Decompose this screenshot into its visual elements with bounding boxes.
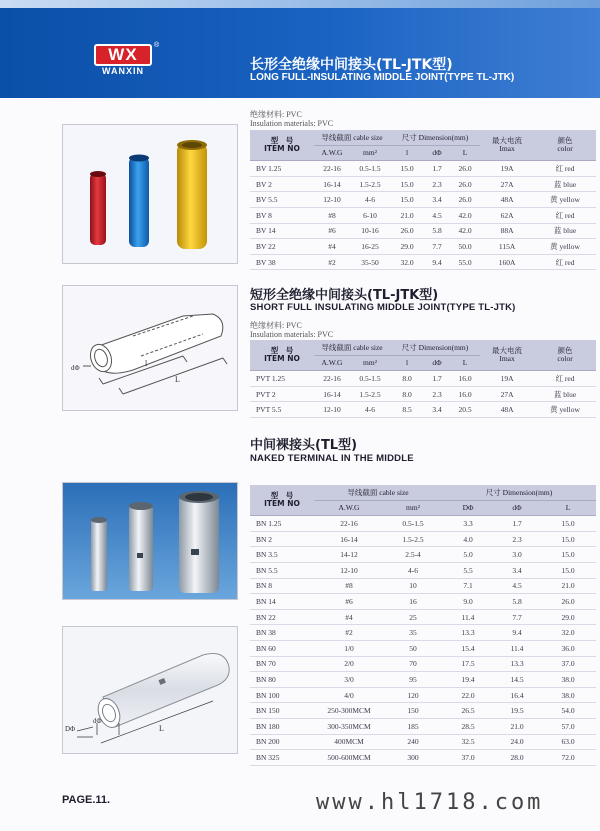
table-cell: #6 <box>314 223 350 239</box>
table-cell: 16 <box>384 594 442 610</box>
header-color: 颜色 color <box>534 130 596 161</box>
table-cell: 2.3 <box>494 531 540 547</box>
table-cell: 15.0 <box>540 516 596 532</box>
table-cell: 蓝 blue <box>534 176 596 192</box>
table-cell: BN 60 <box>250 640 314 656</box>
table-row <box>250 578 596 594</box>
header-awg: A.W.G <box>314 355 350 371</box>
table-cell: 1.7 <box>424 371 450 387</box>
table-cell: 1.7 <box>424 161 450 177</box>
table-row <box>250 672 596 688</box>
table-row <box>250 239 596 255</box>
table-cell: 88A <box>480 223 534 239</box>
table-cell: 15.4 <box>442 640 494 656</box>
table-cell: PVT 5.5 <box>250 402 314 418</box>
table-cell: 1/0 <box>314 640 384 656</box>
table-cell: 35-50 <box>350 254 390 270</box>
table-cell: #4 <box>314 239 350 255</box>
table-cell: 63.0 <box>540 734 596 750</box>
table-cell: 22-16 <box>314 161 350 177</box>
table-row <box>250 547 596 563</box>
table-cell: 0.5-1.5 <box>384 516 442 532</box>
diagram-label-L: L <box>175 375 180 384</box>
section3-title-en: NAKED TERMINAL IN THE MIDDLE <box>250 453 414 464</box>
table-row <box>250 718 596 734</box>
table-cell: BV 8 <box>250 207 314 223</box>
table-cell: 2.3 <box>424 176 450 192</box>
table-cell: 48A <box>480 192 534 208</box>
table-cell: 42.0 <box>450 223 480 239</box>
table-row <box>250 161 596 177</box>
table-cell: 300 <box>384 750 442 766</box>
table-cell: 14.5 <box>494 672 540 688</box>
table-cell: BV 14 <box>250 223 314 239</box>
section2-material-cn: 绝缘材料: PVC <box>250 321 302 330</box>
table-cell: #2 <box>314 625 384 641</box>
header-item: 型 号 ITEM NO <box>250 130 314 161</box>
table-cell: #6 <box>314 594 384 610</box>
table-cell: 1.5-2.5 <box>384 531 442 547</box>
table-row <box>250 192 596 208</box>
diagram-label-dphi: dΦ <box>71 364 80 372</box>
table-cell: 9.4 <box>424 254 450 270</box>
table-cell: 红 red <box>534 161 596 177</box>
table-cell: 4-6 <box>350 402 390 418</box>
table-cell: 27A <box>480 176 534 192</box>
table-cell: 14-12 <box>314 547 384 563</box>
header-band <box>0 0 600 8</box>
table-cell: 22.0 <box>442 687 494 703</box>
table-cell: 16.0 <box>450 386 480 402</box>
table-cell: BN 325 <box>250 750 314 766</box>
table-cell: 32.0 <box>390 254 424 270</box>
table-cell: 25 <box>384 609 442 625</box>
table-cell: 26.5 <box>442 703 494 719</box>
small-terminal <box>91 519 107 591</box>
blue-joint <box>129 157 149 247</box>
table-cell: 19A <box>480 371 534 387</box>
table-cell: 29.0 <box>540 609 596 625</box>
section2-title-cn: 短形全绝缘中间接头(TL-JTK型) <box>250 288 439 303</box>
table-cell: 19A <box>480 161 534 177</box>
table-cell: 16-14 <box>314 531 384 547</box>
table-row <box>250 386 596 402</box>
table-row <box>250 176 596 192</box>
material-note-cn: 绝缘材料: PVC <box>250 110 302 119</box>
short-joint-table <box>250 340 596 418</box>
table-cell: 黄 yellow <box>534 402 596 418</box>
table-cell: 15.0 <box>390 161 424 177</box>
table-cell: BN 14 <box>250 594 314 610</box>
table-row <box>250 254 596 270</box>
table-header-row <box>250 130 596 145</box>
section2-material-en: Insulation materials: PVC <box>250 330 334 339</box>
table-row <box>250 625 596 641</box>
table-row <box>250 656 596 672</box>
table-cell: 15.0 <box>390 176 424 192</box>
table-cell: BN 38 <box>250 625 314 641</box>
table-cell: 17.5 <box>442 656 494 672</box>
table-cell: 5.8 <box>424 223 450 239</box>
table-cell: 26.0 <box>390 223 424 239</box>
logo-name: WANXIN <box>102 66 144 76</box>
header-item: 型 号 ITEM NO <box>250 485 314 516</box>
table-cell: 21.0 <box>494 718 540 734</box>
page-number: PAGE.11. <box>62 794 111 806</box>
insulated-joints-image <box>63 125 237 263</box>
header-imax: 最大电流 Imax <box>480 340 534 371</box>
table-cell: 500-600MCM <box>314 750 384 766</box>
table-cell: 10-16 <box>350 223 390 239</box>
table-cell: 5.0 <box>442 547 494 563</box>
table-cell: 9.0 <box>442 594 494 610</box>
naked-terminal-photo <box>62 482 238 600</box>
table-cell: BN 200 <box>250 734 314 750</box>
header-l: l <box>390 145 424 161</box>
table-cell: 26.0 <box>450 192 480 208</box>
table-cell: 21.0 <box>540 578 596 594</box>
header-dimension: 尺寸 Dimension(mm) <box>390 130 480 145</box>
table-cell: 55.0 <box>450 254 480 270</box>
table-cell: 38.0 <box>540 672 596 688</box>
table-cell: #8 <box>314 207 350 223</box>
table-cell: 4-6 <box>384 562 442 578</box>
naked-terminal-body <box>250 516 596 766</box>
header-dimension: 尺寸 Dimension(mm) <box>442 485 596 500</box>
table-row <box>250 371 596 387</box>
large-terminal <box>179 495 219 593</box>
table-cell: 3.4 <box>424 192 450 208</box>
table-cell: BV 5.5 <box>250 192 314 208</box>
table-cell: BV 2 <box>250 176 314 192</box>
header-dphi: dΦ <box>424 145 450 161</box>
table-cell: 95 <box>384 672 442 688</box>
table-cell: 1.5-2.5 <box>350 386 390 402</box>
table-cell: BN 5.5 <box>250 562 314 578</box>
table-cell: 11.4 <box>442 609 494 625</box>
table-cell: 21.0 <box>390 207 424 223</box>
table-cell: 16-14 <box>314 386 350 402</box>
naked-terminals-image <box>63 483 237 599</box>
short-joint-body <box>250 371 596 418</box>
table-cell: 黄 yellow <box>534 239 596 255</box>
logo-registered: ® <box>154 42 160 49</box>
table-row <box>250 531 596 547</box>
table-row <box>250 750 596 766</box>
header-cable-size: 导线截面 cable size <box>314 485 442 500</box>
table-cell: 38.0 <box>540 687 596 703</box>
table-cell: 120 <box>384 687 442 703</box>
header-cable-size: 导线截面 cable size <box>314 130 390 145</box>
table-cell: 50 <box>384 640 442 656</box>
header-dphi: dΦ <box>424 355 450 371</box>
section3-title-cn: 中间裸接头(TL型) <box>250 438 358 453</box>
logo-mark: WX <box>94 44 152 66</box>
table-cell: 4/0 <box>314 687 384 703</box>
table-cell: 8.0 <box>390 386 424 402</box>
table-cell: 28.5 <box>442 718 494 734</box>
header-mm2: mm² <box>350 355 390 371</box>
table-cell: 3.4 <box>494 562 540 578</box>
table-cell: 26.0 <box>450 161 480 177</box>
table-cell: 37.0 <box>442 750 494 766</box>
table-cell: BN 2 <box>250 531 314 547</box>
table-row <box>250 687 596 703</box>
table-cell: 蓝 blue <box>534 386 596 402</box>
red-joint <box>90 173 106 245</box>
table-cell: BN 1.25 <box>250 516 314 532</box>
table-cell: 8.0 <box>390 371 424 387</box>
table-cell: 3/0 <box>314 672 384 688</box>
table-cell: 16.4 <box>494 687 540 703</box>
table-cell: BN 180 <box>250 718 314 734</box>
table-cell: 35 <box>384 625 442 641</box>
table-cell: 16-14 <box>314 176 350 192</box>
table-cell: 4.0 <box>442 531 494 547</box>
table-cell: 3.4 <box>424 402 450 418</box>
table-cell: 6-10 <box>350 207 390 223</box>
naked-terminal-table <box>250 485 596 766</box>
table-cell: BN 22 <box>250 609 314 625</box>
table-cell: 0.5-1.5 <box>350 371 390 387</box>
table-row <box>250 594 596 610</box>
yellow-joint <box>177 143 207 249</box>
table-cell: 红 red <box>534 254 596 270</box>
long-joint-photo <box>62 124 238 264</box>
table-cell: 13.3 <box>494 656 540 672</box>
long-joint-table <box>250 130 596 270</box>
table-cell: 12-10 <box>314 402 350 418</box>
table-cell: 3.3 <box>442 516 494 532</box>
table-cell: 2.5-4 <box>384 547 442 563</box>
header-dimension: 尺寸 Dimension(mm) <box>390 340 480 355</box>
header-awg: A.W.G <box>314 145 350 161</box>
diagram-label-big-dphi: DΦ <box>65 725 76 733</box>
table-cell: 8.5 <box>390 402 424 418</box>
table-cell: #4 <box>314 609 384 625</box>
table-cell: 1.5-2.5 <box>350 176 390 192</box>
table-cell: BN 150 <box>250 703 314 719</box>
table-cell: 36.0 <box>540 640 596 656</box>
table-cell: 50.0 <box>450 239 480 255</box>
watermark: www.hl1718.com <box>316 790 544 815</box>
table-cell: 红 red <box>534 371 596 387</box>
table-cell: 20.5 <box>450 402 480 418</box>
diagram-label-l: l <box>145 359 148 368</box>
table-cell: 3.0 <box>494 547 540 563</box>
table-cell: 11.4 <box>494 640 540 656</box>
table-cell: 5.8 <box>494 594 540 610</box>
table-cell: 4-6 <box>350 192 390 208</box>
diagram-label-small-dphi: dΦ <box>93 717 102 725</box>
table-header-row <box>250 340 596 355</box>
table-cell: 70 <box>384 656 442 672</box>
header-dphi: dΦ <box>494 500 540 516</box>
table-cell: 黄 yellow <box>534 192 596 208</box>
table-cell: 22-16 <box>314 516 384 532</box>
table-cell: 57.0 <box>540 718 596 734</box>
table-cell: 26.0 <box>450 176 480 192</box>
table-cell: BV 1.25 <box>250 161 314 177</box>
table-cell: 4.5 <box>424 207 450 223</box>
header-mm2: mm² <box>384 500 442 516</box>
header-l: l <box>390 355 424 371</box>
table-cell: 300-350MCM <box>314 718 384 734</box>
table-cell: 29.0 <box>390 239 424 255</box>
table-cell: 37.0 <box>540 656 596 672</box>
header-imax: 最大电流 Imax <box>480 130 534 161</box>
table-cell: BN 80 <box>250 672 314 688</box>
table-cell: 10 <box>384 578 442 594</box>
table-cell: 12-10 <box>314 192 350 208</box>
section2-title-en: SHORT FULL INSULATING MIDDLE JOINT(TYPE TL-JTK) <box>250 302 516 313</box>
table-cell: 160A <box>480 254 534 270</box>
table-cell: 15.0 <box>540 547 596 563</box>
table-row <box>250 516 596 532</box>
long-joint-body <box>250 161 596 270</box>
table-cell: 7.1 <box>442 578 494 594</box>
table-cell: 7.7 <box>494 609 540 625</box>
table-cell: PVT 2 <box>250 386 314 402</box>
diagram-label-L: L <box>159 724 164 733</box>
table-row <box>250 223 596 239</box>
table-row <box>250 640 596 656</box>
header-cable-size: 导线截面 cable size <box>314 340 390 355</box>
table-cell: 185 <box>384 718 442 734</box>
table-cell: 19.5 <box>494 703 540 719</box>
table-row <box>250 734 596 750</box>
table-cell: 2/0 <box>314 656 384 672</box>
table-cell: 2.3 <box>424 386 450 402</box>
table-cell: 28.0 <box>494 750 540 766</box>
table-cell: 15.0 <box>540 531 596 547</box>
table-cell: 16-25 <box>350 239 390 255</box>
page-title-en: LONG FULL-INSULATING MIDDLE JOINT(TYPE TL-JTK) <box>250 72 515 83</box>
table-cell: 15.0 <box>390 192 424 208</box>
header-color: 颜色 color <box>534 340 596 371</box>
table-cell: 蓝 blue <box>534 223 596 239</box>
table-cell: BN 100 <box>250 687 314 703</box>
table-cell: 4.5 <box>494 578 540 594</box>
table-header-row <box>250 485 596 500</box>
naked-terminal-diagram <box>62 626 238 754</box>
table-cell: 250-300MCM <box>314 703 384 719</box>
header-L: L <box>540 500 596 516</box>
table-row <box>250 402 596 418</box>
table-row <box>250 562 596 578</box>
table-cell: 0.5-1.5 <box>350 161 390 177</box>
material-note-en: Insulation materials: PVC <box>250 119 334 128</box>
table-cell: 27A <box>480 386 534 402</box>
table-cell: 13.3 <box>442 625 494 641</box>
table-cell: 400MCM <box>314 734 384 750</box>
table-cell: 5.5 <box>442 562 494 578</box>
page-header <box>0 0 600 98</box>
table-cell: BN 70 <box>250 656 314 672</box>
table-cell: 19.4 <box>442 672 494 688</box>
table-cell: 16.0 <box>450 371 480 387</box>
header-mm2: mm² <box>350 145 390 161</box>
table-cell: 54.0 <box>540 703 596 719</box>
table-cell: BN 3.5 <box>250 547 314 563</box>
page-title-cn: 长形全绝缘中间接头(TL-JTK型) <box>250 57 453 73</box>
table-cell: BV 38 <box>250 254 314 270</box>
joint-dimension-diagram <box>63 286 237 410</box>
header-item: 型 号 ITEM NO <box>250 340 314 371</box>
table-cell: 240 <box>384 734 442 750</box>
table-cell: 32.5 <box>442 734 494 750</box>
naked-terminal-dimension-diagram <box>63 627 237 753</box>
table-cell: #8 <box>314 578 384 594</box>
table-cell: 红 red <box>534 207 596 223</box>
table-row <box>250 207 596 223</box>
table-cell: 15.0 <box>540 562 596 578</box>
table-cell: 62A <box>480 207 534 223</box>
table-cell: 12-10 <box>314 562 384 578</box>
table-cell: 22-16 <box>314 371 350 387</box>
header-big-dphi: DΦ <box>442 500 494 516</box>
table-cell: 24.0 <box>494 734 540 750</box>
table-cell: 9.4 <box>494 625 540 641</box>
table-cell: BN 8 <box>250 578 314 594</box>
table-cell: 1.7 <box>494 516 540 532</box>
table-row <box>250 609 596 625</box>
table-cell: 42.0 <box>450 207 480 223</box>
table-row <box>250 703 596 719</box>
table-cell: 150 <box>384 703 442 719</box>
table-cell: 115A <box>480 239 534 255</box>
header-L: L <box>450 355 480 371</box>
table-cell: 7.7 <box>424 239 450 255</box>
header-awg: A.W.G <box>314 500 384 516</box>
header-L: L <box>450 145 480 161</box>
table-cell: 72.0 <box>540 750 596 766</box>
table-cell: PVT 1.25 <box>250 371 314 387</box>
table-cell: 32.0 <box>540 625 596 641</box>
table-cell: 48A <box>480 402 534 418</box>
table-cell: #2 <box>314 254 350 270</box>
medium-terminal <box>129 505 153 591</box>
short-joint-diagram <box>62 285 238 411</box>
wanxin-logo <box>94 42 160 76</box>
table-cell: BV 22 <box>250 239 314 255</box>
table-cell: 26.0 <box>540 594 596 610</box>
